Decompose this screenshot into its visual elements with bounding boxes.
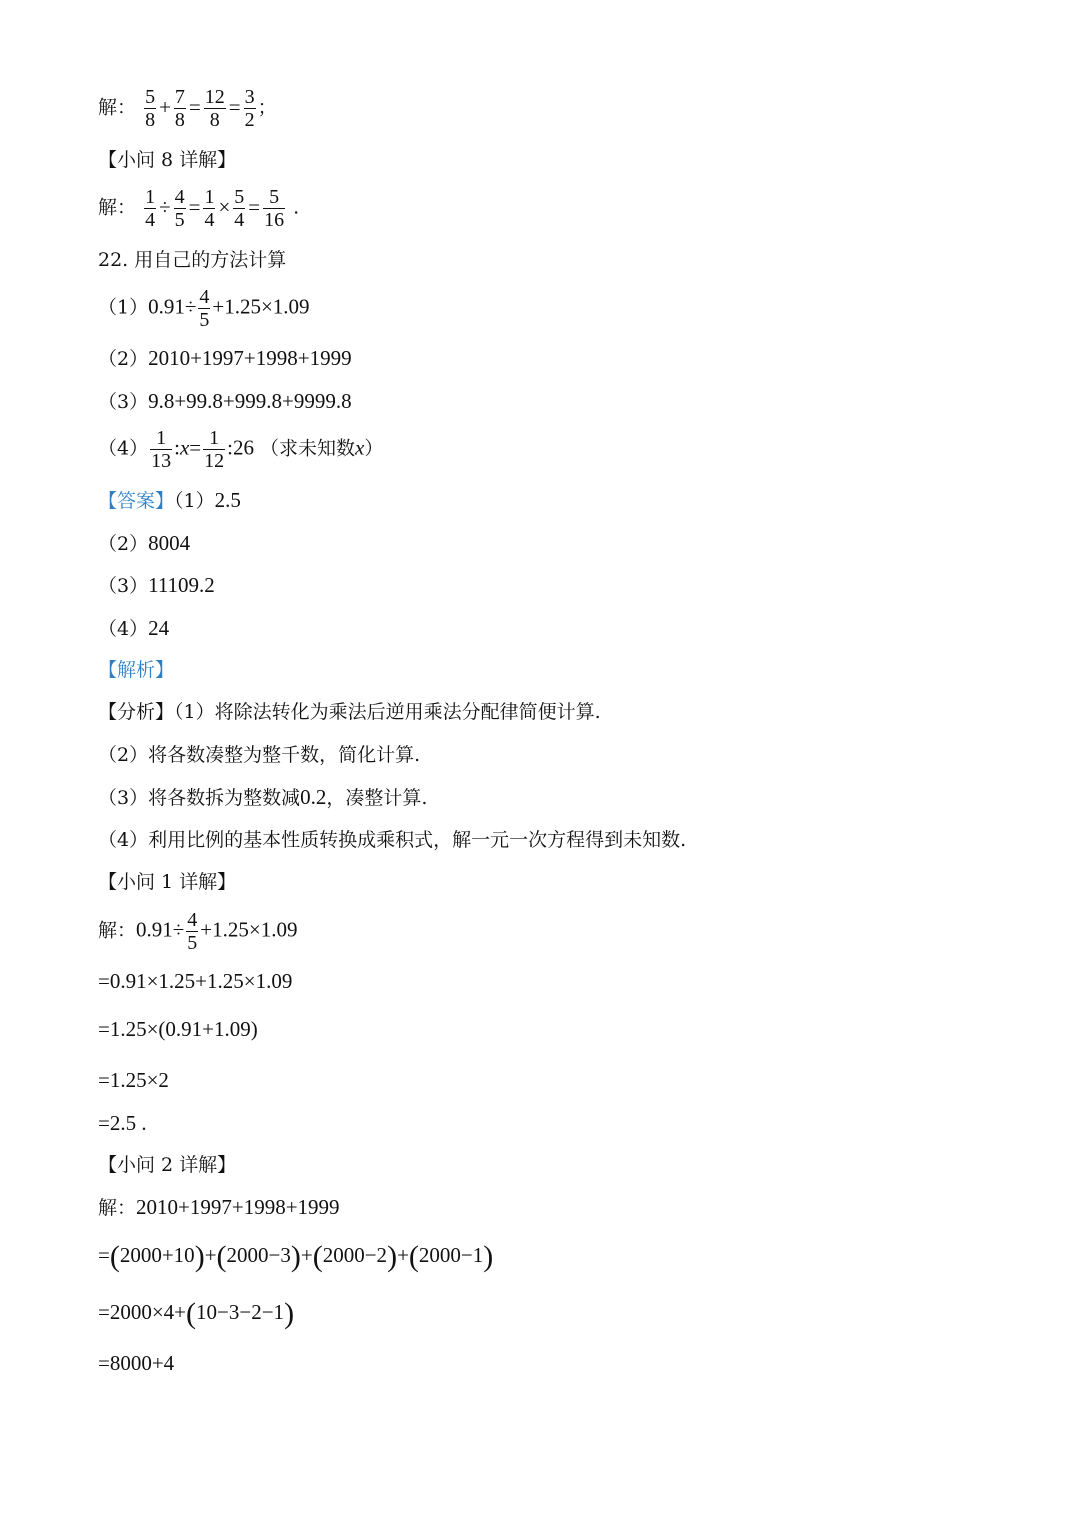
q1-step-4: =1.25×2 bbox=[98, 1068, 169, 1092]
q2-step-1: 解：2010+1997+1998+1999 bbox=[98, 1195, 340, 1219]
analysis-line-1: 【分析】（1）将除法转化为乘法后逆用乘法分配律简便计算. bbox=[98, 701, 601, 723]
fraction: $\frac{1}{4}$ bbox=[145, 186, 156, 231]
section-heading-q1: 【小问 1 详解】 bbox=[98, 871, 237, 893]
q2-step-4: =8000+4 bbox=[98, 1351, 175, 1375]
q1-step-5: =2.5 . bbox=[98, 1111, 147, 1135]
problem-part-1: （1）0.91÷ $\frac{4}{5}$ +1.25×1.09 bbox=[98, 286, 310, 331]
fraction: $\frac{5}{16}$ bbox=[264, 186, 285, 231]
answer-line-4: （4）24 bbox=[98, 616, 170, 640]
section-heading-q2: 【小问 2 详解】 bbox=[98, 1154, 237, 1176]
analysis-line-3: （3）将各数拆为整数减0.2，凑整计算. bbox=[98, 785, 428, 809]
fraction: $\frac{7}{8}$ bbox=[174, 86, 185, 131]
problem-part-2: （2）2010+1997+1998+1999 bbox=[98, 346, 352, 370]
section-heading-q8: 【小问 8 详解】 bbox=[98, 149, 237, 171]
analysis-line-2: （2）将各数凑整为整千数，简化计算. bbox=[98, 744, 421, 766]
fraction: $\frac{5}{8}$ bbox=[145, 86, 156, 131]
fraction: $\frac{4}{5}$ bbox=[199, 286, 210, 331]
q1-step-3: =1.25×(0.91+1.09) bbox=[98, 1017, 258, 1041]
answer-line-2: （2）8004 bbox=[98, 531, 191, 555]
fraction: $\frac{1}{13}$ bbox=[151, 427, 172, 472]
q2-step-2: =(2000+10)+(2000−3)+(2000−2)+(2000−1) bbox=[98, 1240, 494, 1273]
fraction: $\frac{1}{4}$ bbox=[204, 186, 215, 231]
analysis-tag: 【解析】 bbox=[98, 659, 175, 681]
jie-label: 解： bbox=[98, 96, 137, 119]
fraction: $\frac{4}{5}$ bbox=[174, 186, 185, 231]
problem-part-3: （3）9.8+99.8+999.8+9999.8 bbox=[98, 389, 352, 413]
fraction: $\frac{5}{4}$ bbox=[234, 186, 245, 231]
problem-title: 22. 用自己的方法计算 bbox=[98, 249, 287, 271]
solution-line-q8: 解： $\frac{1}{4}$ ÷ $\frac{4}{5}$ = $\frac{1}{4}$ × $\frac{5}{4}$ = $\frac{5}{16}$ . bbox=[98, 186, 300, 231]
q2-step-3: =2000×4+(10−3−2−1) bbox=[98, 1297, 295, 1330]
fraction: $\frac{1}{12}$ bbox=[204, 427, 225, 472]
q1-step-2: =0.91×1.25+1.25×1.09 bbox=[98, 969, 293, 993]
q1-step-1: 解：0.91÷ $\frac{4}{5}$ +1.25×1.09 bbox=[98, 909, 298, 954]
answer-tag: 【答案】 bbox=[98, 490, 175, 512]
problem-part-4: （4） $\frac{1}{13}$ :x= $\frac{1}{12}$ :26 （求未知数x） bbox=[98, 427, 384, 472]
fraction: $\frac{4}{5}$ bbox=[187, 909, 198, 954]
jie-label: 解： bbox=[98, 196, 137, 219]
answer-line-3: （3）11109.2 bbox=[98, 573, 215, 597]
solution-line-q7: 解： $\frac{5}{8}$ + $\frac{7}{8}$ = $\frac{12}{8}$ = $\frac{3}{2}$ ； bbox=[98, 86, 277, 131]
analysis-line-4: （4）利用比例的基本性质转换成乘积式，解一元一次方程得到未知数. bbox=[98, 829, 687, 851]
fraction: $\frac{12}{8}$ bbox=[204, 86, 225, 131]
answer-line-1: 【答案】（1）2.5 bbox=[98, 488, 241, 512]
fraction: $\frac{3}{2}$ bbox=[244, 86, 255, 131]
